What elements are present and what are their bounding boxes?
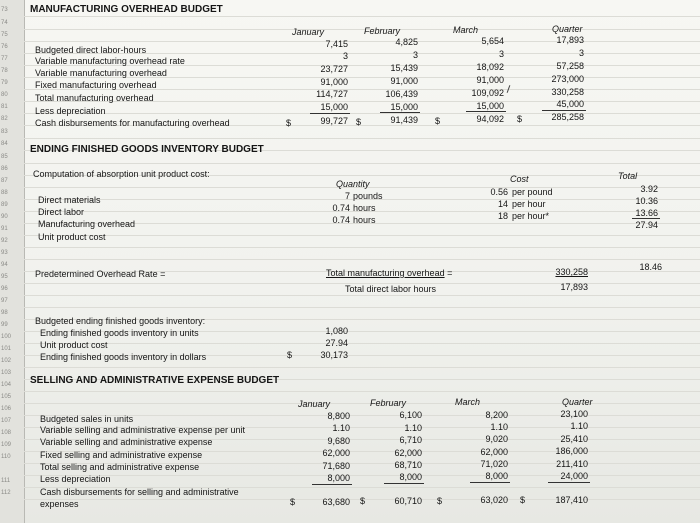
sga-cell: 8,000: [485, 471, 508, 481]
row-number[interactable]: 81: [1, 104, 8, 110]
row-number[interactable]: 109: [1, 442, 12, 448]
row-number[interactable]: 86: [1, 166, 8, 172]
efg-qty-unit: pounds: [353, 191, 383, 201]
row-number[interactable]: 107: [1, 418, 12, 424]
ending-value: 27.94: [325, 338, 348, 348]
moh-cell: 7,415: [325, 39, 348, 49]
row-number[interactable]: 84: [1, 141, 8, 147]
row-number[interactable]: 76: [1, 44, 8, 50]
ending-row-label: Ending finished goods inventory in units: [40, 328, 199, 338]
row-number[interactable]: 96: [1, 286, 8, 292]
pohr-denominator: Total direct labor hours: [345, 284, 437, 294]
sga-row-label: Variable selling and administrative expense per unit: [40, 425, 245, 435]
row-number[interactable]: 92: [1, 238, 8, 244]
moh-cell: 15,000: [476, 101, 504, 111]
moh-cell: 91,439: [390, 115, 418, 125]
ending-value: 1,080: [325, 326, 348, 336]
gridline: [24, 475, 700, 476]
moh-month-march: March: [453, 25, 479, 35]
row-number[interactable]: 102: [1, 358, 12, 364]
moh-cell: 273,000: [551, 74, 584, 84]
moh-cell: 3: [578, 48, 584, 58]
moh-month-quarter: Quarter: [552, 24, 583, 34]
row-number[interactable]: 99: [1, 322, 8, 328]
sga-cell: 24,000: [560, 471, 588, 481]
gridline: [24, 138, 700, 139]
moh-row-label: Variable manufacturing overhead: [35, 68, 167, 78]
moh-row-label: Cash disbursements for manufacturing overhead: [35, 118, 230, 128]
sga-month-quarter: Quarter: [562, 397, 593, 407]
efg-qty-unit: hours: [353, 203, 376, 213]
row-number[interactable]: 110: [1, 454, 11, 460]
sga-cell: 9,020: [485, 434, 508, 444]
efg-qty-unit: hours: [353, 215, 376, 225]
efg-row-label: Manufacturing overhead: [38, 219, 136, 229]
row-number[interactable]: 97: [1, 298, 8, 304]
sga-row-label: Total selling and administrative expense: [40, 462, 200, 472]
efg-qty: 7: [344, 191, 350, 201]
moh-cell: 285,258: [551, 112, 584, 122]
underline: [542, 110, 586, 111]
row-number[interactable]: 82: [1, 116, 8, 122]
moh-cell: 91,000: [320, 77, 348, 87]
currency-symbol: $: [290, 497, 296, 507]
moh-cell: 17,893: [556, 35, 584, 45]
row-number[interactable]: 103: [1, 370, 12, 376]
gridline: [24, 113, 700, 114]
currency-symbol: $: [517, 114, 523, 124]
row-number[interactable]: 88: [1, 190, 8, 196]
sga-row-label: Budgeted sales in units: [40, 414, 134, 424]
moh-cell: 18,092: [476, 62, 504, 72]
gridline: [24, 41, 700, 42]
row-number[interactable]: 80: [1, 92, 8, 98]
efg-qty: 0.74: [332, 215, 350, 225]
gridline: [24, 295, 700, 296]
currency-symbol: $: [437, 496, 443, 506]
efg-row-label: Direct materials: [38, 195, 101, 205]
efg-cost: 0.56: [490, 187, 508, 197]
sga-cell: 211,410: [556, 459, 588, 469]
efg-col-total: Total: [618, 171, 638, 181]
row-number[interactable]: 90: [1, 214, 8, 220]
row-number[interactable]: 112: [1, 490, 11, 496]
ending-value: 30,173: [320, 350, 348, 360]
row-number[interactable]: 77: [1, 56, 8, 62]
sga-cell: 9,680: [327, 436, 350, 446]
efg-total: 13.66: [635, 208, 658, 218]
underline: [466, 111, 506, 112]
pohr-label: Predetermined Overhead Rate =: [35, 269, 166, 279]
gridline: [24, 391, 700, 392]
row-number[interactable]: 78: [1, 68, 8, 74]
efg-cost: 18: [497, 211, 508, 221]
gridline: [24, 247, 700, 248]
sga-cell: 25,410: [560, 434, 588, 444]
moh-cell: 15,000: [320, 102, 348, 112]
sga-month-january: January: [298, 399, 331, 409]
sga-month-march: March: [455, 397, 481, 407]
row-number[interactable]: 100: [1, 334, 12, 340]
moh-cell: 5,654: [481, 36, 504, 46]
moh-cell: 114,727: [316, 89, 348, 99]
efg-subtitle: Computation of absorption unit product cost:: [33, 169, 210, 179]
currency-symbol: $: [287, 350, 293, 360]
row-number[interactable]: 94: [1, 262, 8, 268]
moh-cell: 91,000: [390, 76, 418, 86]
currency-symbol: $: [520, 495, 526, 505]
row-number[interactable]: 89: [1, 202, 8, 208]
row-number[interactable]: 75: [1, 32, 8, 38]
moh-cell: 330,258: [551, 87, 584, 97]
sga-cell: 62,000: [322, 448, 350, 458]
sga-cell: 71,680: [322, 461, 350, 471]
ending-row-label: Unit product cost: [40, 340, 108, 350]
row-number[interactable]: 85: [1, 154, 8, 160]
sga-cell: 68,710: [394, 460, 422, 470]
moh-cell: 23,727: [320, 64, 348, 74]
underline: [380, 112, 420, 113]
row-number[interactable]: 108: [1, 430, 12, 436]
underline: [632, 218, 660, 219]
pohr-numerator: [326, 268, 452, 278]
pohr-numerator-text: Total manufacturing overhead: [326, 268, 445, 278]
sga-row-label: Variable selling and administrative expense: [40, 437, 213, 447]
sga-cell: 8,000: [327, 473, 350, 483]
moh-cell: 3: [412, 50, 418, 60]
gridline: [24, 367, 700, 368]
sga-cell: 1.10: [332, 423, 350, 433]
underline: [384, 483, 424, 484]
moh-cell: 91,000: [476, 75, 504, 85]
moh-cell: 3: [498, 49, 504, 59]
sga-cell: 8,000: [399, 472, 422, 482]
sga-cell: 62,000: [394, 448, 422, 458]
moh-month-january: January: [292, 27, 325, 37]
row-number[interactable]: 104: [1, 382, 12, 388]
sga-cell: 1.10: [490, 422, 508, 432]
moh-row-label: Variable manufacturing overhead rate: [35, 56, 185, 66]
efg-total: 27.94: [635, 220, 658, 230]
sga-cell: 23,100: [560, 409, 588, 419]
efg-row-label: Direct labor: [38, 207, 85, 217]
sga-cell: 186,000: [555, 446, 588, 456]
moh-row-label: Budgeted direct labor-hours: [35, 45, 147, 55]
pohr-result: 18.46: [639, 262, 662, 272]
moh-cell: 45,000: [556, 99, 584, 109]
row-number[interactable]: 98: [1, 310, 8, 316]
gridline: [24, 307, 700, 308]
row-number[interactable]: 106: [1, 406, 12, 412]
pohr-numerator-value: 330,258: [555, 267, 588, 277]
sga-month-february: February: [370, 398, 407, 408]
efg-cost-unit: per hour*: [512, 211, 550, 221]
sga-cell: 8,200: [485, 410, 508, 420]
row-number[interactable]: 101: [1, 346, 12, 352]
gridline: [24, 343, 700, 344]
underline: [470, 482, 510, 483]
sga-cash-cell: 60,710: [394, 496, 422, 506]
moh-row-label: Fixed manufacturing overhead: [35, 80, 157, 90]
gridline: [24, 259, 700, 260]
row-number[interactable]: 111: [1, 478, 11, 484]
sga-row-label: Fixed selling and administrative expense: [40, 450, 203, 460]
efg-row-label: Unit product cost: [38, 232, 106, 242]
row-number[interactable]: 93: [1, 250, 8, 256]
sga-cell: 6,710: [399, 435, 422, 445]
efg-col-quantity: Quantity: [336, 179, 370, 189]
sga-cell: 6,100: [399, 410, 422, 420]
currency-symbol: $: [286, 118, 292, 128]
moh-cell: 15,439: [390, 63, 418, 73]
efg-cost-unit: per hour: [512, 199, 546, 209]
moh-month-february: February: [364, 26, 401, 36]
sga-cash-cell: 63,680: [322, 497, 350, 507]
gridline: [24, 235, 700, 236]
gridline: [24, 403, 700, 404]
currency-symbol: $: [435, 116, 441, 126]
underline: [548, 482, 590, 483]
efg-cost: 14: [497, 199, 508, 209]
sga-cell: 71,020: [480, 459, 508, 469]
sga-cell: 62,000: [480, 447, 508, 457]
efg-cost-unit: per pound: [512, 187, 553, 197]
ending-row-label: Ending finished goods inventory in dollars: [40, 352, 207, 362]
efg-total: 10.36: [635, 196, 658, 206]
sga-cell: 1.10: [570, 421, 588, 431]
row-number[interactable]: 87: [1, 178, 8, 184]
efg-total: 3.92: [640, 184, 658, 194]
gridline: [24, 163, 700, 164]
ending-title: Budgeted ending finished goods inventory:: [35, 316, 206, 326]
row-number[interactable]: 79: [1, 80, 8, 86]
currency-symbol: $: [360, 496, 366, 506]
underline: [310, 113, 350, 114]
sga-cell: 8,800: [327, 411, 350, 421]
sga-row-label: Less depreciation: [40, 474, 111, 484]
moh-cell: 3: [342, 51, 348, 61]
currency-symbol: $: [356, 117, 362, 127]
sga-cell: 1.10: [404, 423, 422, 433]
moh-cell: 4,825: [395, 37, 418, 47]
moh-cell: 15,000: [390, 102, 418, 112]
sga-cash-cell: 63,020: [480, 495, 508, 505]
row-number[interactable]: 105: [1, 394, 12, 400]
sga-cash-cell: 187,410: [555, 495, 588, 505]
pohr-denominator-value: 17,893: [560, 282, 588, 292]
gridline: [24, 29, 700, 30]
efg-qty: 0.74: [332, 203, 350, 213]
pohr-equals: =: [447, 268, 453, 278]
row-number[interactable]: 73: [1, 7, 8, 13]
row-number[interactable]: 95: [1, 274, 8, 280]
sga-cash-label: expenses: [40, 499, 79, 509]
moh-cell: 106,439: [385, 89, 418, 99]
sga-title: SELLING AND ADMINISTRATIVE EXPENSE BUDGET: [30, 375, 280, 386]
row-number[interactable]: 91: [1, 226, 8, 232]
underline: [312, 484, 352, 485]
moh-cell: 94,092: [476, 114, 504, 124]
sga-cash-label: Cash disbursements for selling and administrative: [40, 487, 239, 497]
moh-row-label: Total manufacturing overhead: [35, 93, 154, 103]
moh-row-label: Less depreciation: [35, 106, 106, 116]
gridline: [24, 16, 700, 17]
moh-title: MANUFACTURING OVERHEAD BUDGET: [30, 4, 223, 15]
row-number[interactable]: 74: [1, 20, 8, 26]
moh-cell: 99,727: [320, 116, 348, 126]
efg-title: ENDING FINISHED GOODS INVENTORY BUDGET: [30, 144, 264, 155]
moh-cell: 109,092: [471, 88, 504, 98]
row-number[interactable]: 83: [1, 129, 8, 135]
efg-col-cost: Cost: [510, 174, 529, 184]
moh-cell: 57,258: [556, 61, 584, 71]
